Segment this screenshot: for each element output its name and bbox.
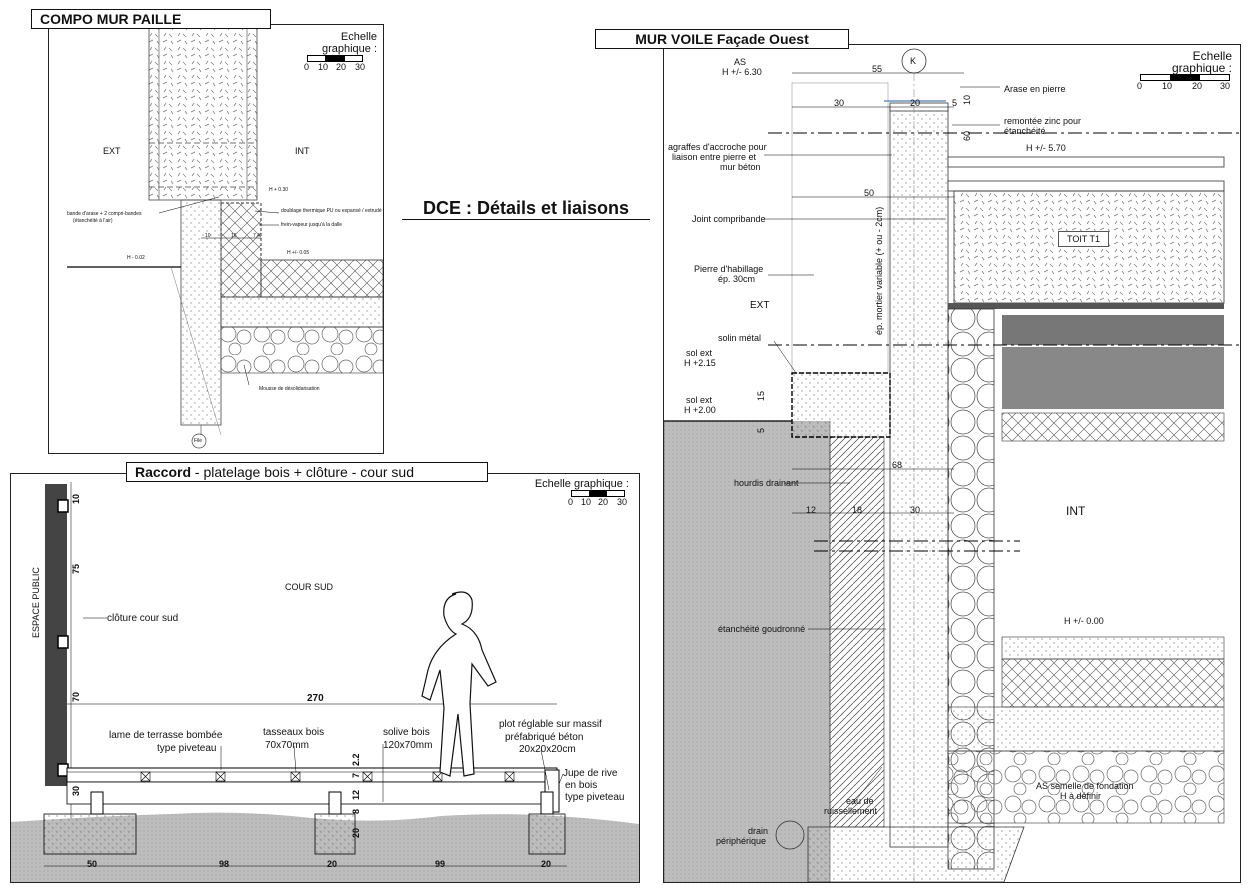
paille-drawing xyxy=(49,25,383,453)
voile-pierre-1: Pierre d'habillage xyxy=(694,264,764,274)
panel-compo-mur-paille xyxy=(48,24,384,454)
voile-solin: solin métal xyxy=(718,333,762,343)
voile-title: MUR VOILE Façade Ouest xyxy=(595,29,849,49)
voile-agraffes-2: liaison entre pierre et xyxy=(672,152,757,162)
voile-h630: H +/- 6.30 xyxy=(722,67,762,77)
voile-dim-60: 60 xyxy=(962,130,972,141)
voile-eau-1: eau de xyxy=(846,796,874,806)
voile-dim-30: 30 xyxy=(834,98,845,108)
raccord-tasseaux-2: 70x70mm xyxy=(265,740,309,751)
center-title: DCE : Détails et liaisons xyxy=(402,197,650,220)
raccord-dim-7: 7 xyxy=(351,772,361,778)
voile-solext-2: sol ext xyxy=(686,395,713,405)
voile-ext: EXT xyxy=(750,300,770,311)
voile-agraffes-3: mur béton xyxy=(720,162,761,172)
paille-bande: bande d'arase + 2 compri-bandes xyxy=(67,211,142,217)
voile-as: AS xyxy=(734,57,747,67)
scale-bar xyxy=(1140,74,1230,81)
voile-agraffes-1: agraffes d'accroche pour xyxy=(668,142,767,152)
raccord-plot-2: préfabriqué béton xyxy=(505,732,584,743)
voile-dim-5: 5 xyxy=(952,98,958,108)
scale-label: Echelle graphique : xyxy=(534,478,629,490)
scale-label: Echelle graphique : xyxy=(321,31,377,55)
paille-ext-label: EXT xyxy=(103,146,121,156)
raccord-dim-70: 70 xyxy=(71,691,81,702)
paille-h005: H +/- 0.05 xyxy=(287,250,310,256)
paille-title: COMPO MUR PAILLE xyxy=(31,9,271,29)
raccord-dim-10: 10 xyxy=(71,493,81,504)
voile-arase: Arase en pierre xyxy=(1004,84,1066,94)
voile-solext-1: sol ext xyxy=(686,348,713,358)
voile-dim-5b: 5 xyxy=(756,427,766,433)
voile-dim-12: 12 xyxy=(806,505,817,515)
voile-dim-55: 55 xyxy=(872,64,883,74)
voile-dim-50: 50 xyxy=(864,188,875,198)
raccord-bottom-dim-20b: 20 xyxy=(541,859,552,869)
raccord-jupe-1: Jupe de rive xyxy=(563,768,618,779)
raccord-dim-22: 2.2 xyxy=(351,753,361,766)
raccord-solive-2: 120x70mm xyxy=(383,740,433,751)
raccord-jupe-2: en bois xyxy=(565,780,598,791)
paille-h002: H - 0.02 xyxy=(127,255,145,261)
voile-int: INT xyxy=(1066,504,1086,518)
raccord-plot-3: 20x20x20cm xyxy=(519,744,576,755)
paille-int-label: INT xyxy=(295,146,310,156)
voile-scale xyxy=(1136,50,1232,91)
voile-dim-30b: 30 xyxy=(910,505,921,515)
voile-hourdis: hourdis drainant xyxy=(734,478,799,488)
raccord-scale xyxy=(523,478,629,507)
voile-as-semelle-2: H à définir xyxy=(1060,791,1102,801)
voile-dim-18: 18 xyxy=(852,505,863,515)
scale-bar xyxy=(571,490,625,497)
raccord-dim-270: 270 xyxy=(307,693,324,704)
panel-raccord xyxy=(10,473,640,883)
paille-mousse: Mousse de désolidarisation xyxy=(259,386,320,392)
paille-dim-16: 16 xyxy=(231,233,237,239)
scale-label: Echelle graphique : xyxy=(1171,49,1232,75)
raccord-plot-1: plot réglable sur massif xyxy=(499,719,602,730)
raccord-dim-8: 8 xyxy=(351,808,361,814)
voile-toit: TOIT T1 xyxy=(1058,231,1109,247)
voile-h200: H +2.00 xyxy=(684,405,716,415)
voile-eau-2: ruissellement xyxy=(824,806,878,816)
raccord-dim-20v: 20 xyxy=(351,827,361,838)
raccord-bottom-dim-20a: 20 xyxy=(327,859,338,869)
voile-remontee-2: étanchéité xyxy=(1004,126,1046,136)
voile-etancheite: étanchéité goudronné xyxy=(718,624,806,634)
voile-joint: Joint compribande xyxy=(692,214,766,224)
raccord-espace-public: ESPACE PUBLIC xyxy=(31,567,41,638)
scale-ticks: 0 10 20 30 xyxy=(1137,81,1231,91)
raccord-cloture: clôture cour sud xyxy=(107,613,179,624)
raccord-bottom-dim-50: 50 xyxy=(87,859,98,869)
paille-scale xyxy=(301,31,377,72)
paille-file: File xyxy=(194,438,203,444)
panel-mur-voile xyxy=(663,44,1241,883)
raccord-dim-30: 30 xyxy=(71,785,81,796)
raccord-bottom-dim-99: 99 xyxy=(435,859,446,869)
voile-axis-k: K xyxy=(910,56,917,66)
voile-dim-10: 10 xyxy=(962,94,972,105)
voile-drain-2: périphérique xyxy=(716,836,767,846)
scale-bar xyxy=(307,55,363,62)
voile-drain-1: drain xyxy=(748,826,769,836)
raccord-solive-1: solive bois xyxy=(383,727,430,738)
scale-ticks: 0 10 20 30 xyxy=(304,62,366,72)
raccord-jupe-3: type piveteau xyxy=(565,792,625,803)
voile-dim-68: 68 xyxy=(892,460,903,470)
raccord-title-bold: Raccord xyxy=(135,464,192,480)
raccord-lame-2: type piveteau xyxy=(157,743,217,754)
raccord-dim-75: 75 xyxy=(71,563,81,574)
paille-frein: frein-vapeur jusqu'à la dalle xyxy=(281,222,342,228)
paille-h030: H + 0.30 xyxy=(269,187,289,193)
paille-dim-74: 7.4 xyxy=(253,233,260,239)
voile-dim-15: 15 xyxy=(756,390,766,401)
raccord-tasseaux-1: tasseaux bois xyxy=(263,727,325,738)
voile-h215: H +2.15 xyxy=(684,358,716,368)
raccord-bottom-dim-98: 98 xyxy=(219,859,230,869)
voile-remontee-1: remontée zinc pour xyxy=(1004,116,1082,126)
voile-as-semelle-1: AS semelle de fondation xyxy=(1036,781,1134,791)
paille-doublage: doublage thermique PU ou expansé / extrudé xyxy=(281,208,382,214)
scale-ticks: 0 10 20 30 xyxy=(568,497,628,507)
raccord-drawing xyxy=(11,474,639,882)
raccord-cour-sud: COUR SUD xyxy=(285,582,334,592)
voile-h570: H +/- 5.70 xyxy=(1026,143,1066,153)
paille-bande2: (étanchéité à l'air) xyxy=(73,218,113,224)
raccord-lame-1: lame de terrasse bombée xyxy=(109,730,223,741)
voile-pierre-2: ép. 30cm xyxy=(718,274,756,284)
paille-dim-10: 10 xyxy=(205,233,211,239)
voile-dim-20: 20 xyxy=(910,98,921,108)
raccord-title xyxy=(126,462,488,482)
voile-ep-mortier: ép. mortier variable (+ ou - 2cm) xyxy=(874,206,884,335)
raccord-title-rest: - platelage bois + clôture - cour sud xyxy=(191,464,414,480)
voile-h000: H +/- 0.00 xyxy=(1064,616,1104,626)
raccord-dim-12: 12 xyxy=(351,789,361,800)
